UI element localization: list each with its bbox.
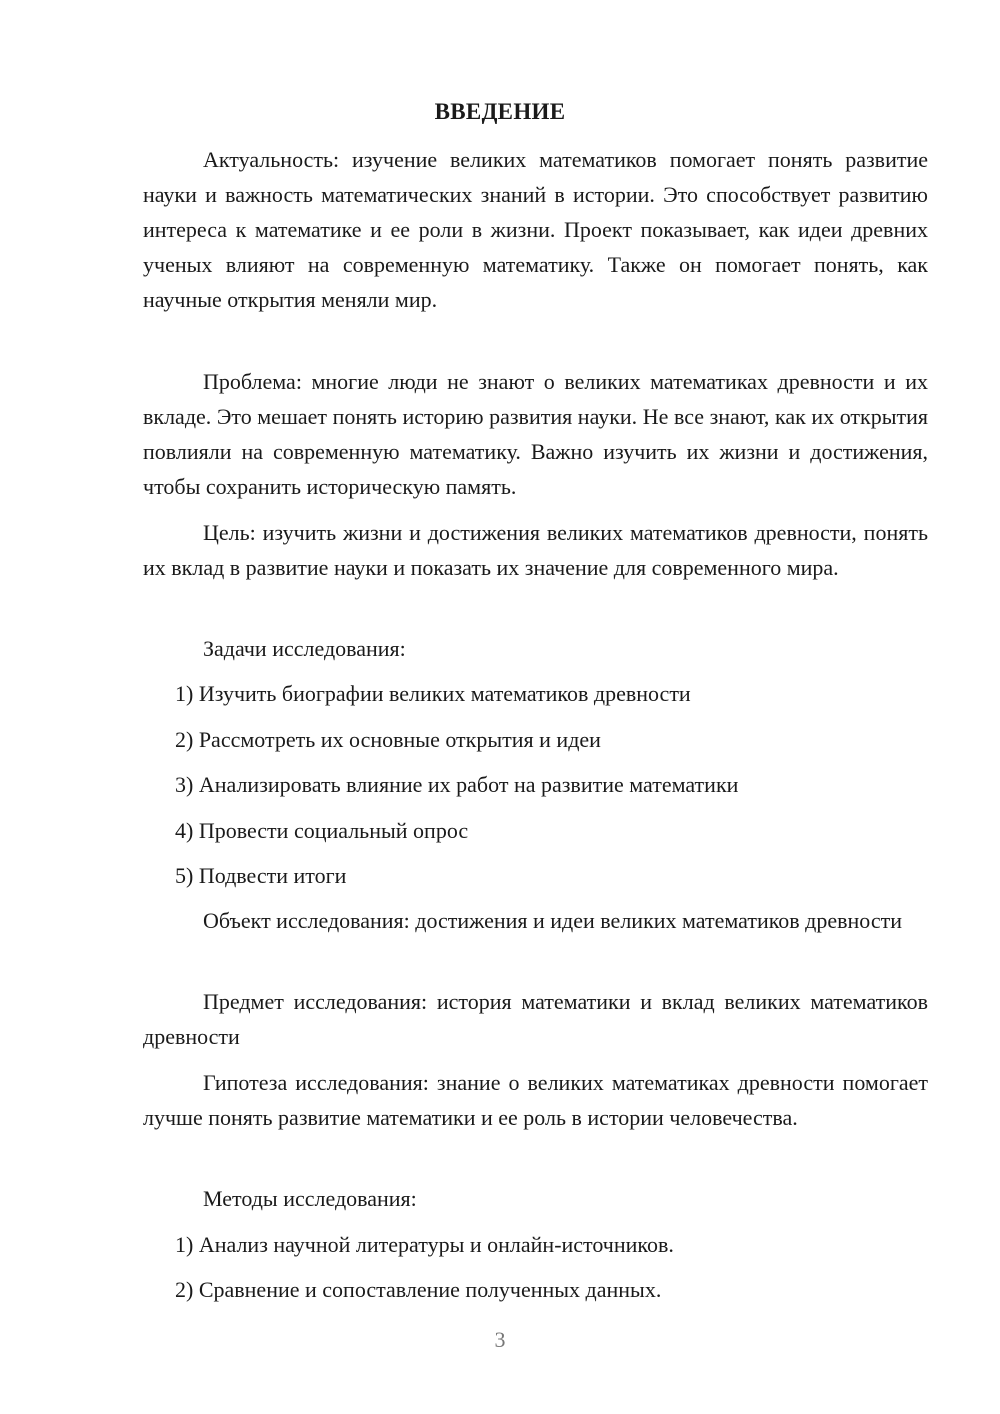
- paragraph-goal: Цель: изучить жизни и достижения великих математиков древности, понять их вклад в развитие науки и показать их значение для современного мира.: [143, 520, 928, 580]
- method-item: 2) Сравнение и сопоставление полученных данных.: [175, 1277, 662, 1302]
- paragraph-subject: Предмет исследования: история математики и вклад великих математиков древности: [143, 989, 928, 1049]
- task-item: 1) Изучить биографии великих математиков древности: [175, 681, 691, 706]
- methods-heading: Методы исследования:: [203, 1186, 417, 1211]
- paragraph-hypothesis: Гипотеза исследования: знание о великих математиках древности помогает лучше понять развитие математики и ее роль в истории человечества.: [143, 1070, 928, 1130]
- task-item: 2) Рассмотреть их основные открытия и идеи: [175, 727, 601, 752]
- paragraph-problem: Проблема: многие люди не знают о великих математиках древности и их вкладе. Это мешает понять историю развития науки. Не все знают, как их открытия повлияли на современную математику. Важно изучить их жизни и достижения, чтобы сохранить историческую память.: [143, 369, 928, 499]
- page-number: 3: [494, 1327, 506, 1352]
- tasks-heading: Задачи исследования:: [203, 636, 406, 661]
- task-item: 3) Анализировать влияние их работ на развитие математики: [175, 772, 739, 797]
- task-item: 4) Провести социальный опрос: [175, 818, 469, 843]
- task-item: 5) Подвести итоги: [175, 863, 347, 888]
- paragraph-object: Объект исследования: достижения и идеи великих математиков древности: [203, 908, 903, 933]
- method-item: 1) Анализ научной литературы и онлайн-источников.: [175, 1232, 674, 1257]
- section-heading: ВВЕДЕНИЕ: [434, 99, 566, 124]
- paragraph-relevance: Актуальность: изучение великих математиков помогает понять развитие науки и важность математических знаний в истории. Это способствует развитию интереса к математике и ее роли в жизни. Проект показывает, как идеи древних ученых влияют на современную математику. Также он помогает понять, как научные открытия меняли мир.: [143, 147, 928, 312]
